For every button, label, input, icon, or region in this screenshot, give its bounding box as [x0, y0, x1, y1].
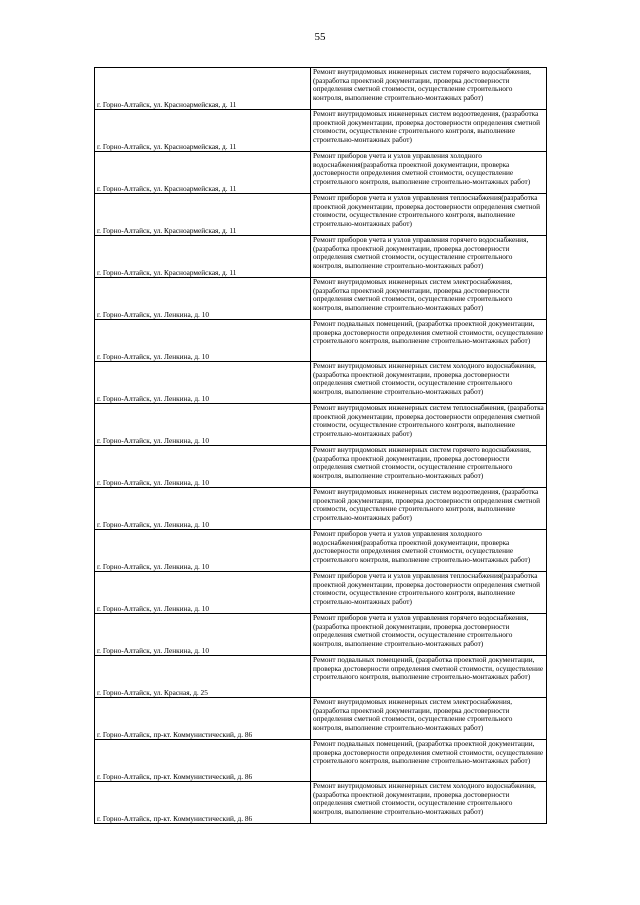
address-cell: г. Горно-Алтайск, ул. Красноармейская, д. 11	[95, 68, 311, 110]
table-row	[95, 782, 547, 824]
address-cell: г. Горно-Алтайск, ул. Красноармейская, д. 11	[95, 194, 311, 236]
address-cell: г. Горно-Алтайск, ул. Ленкина, д. 10	[95, 572, 311, 614]
address-cell: г. Горно-Алтайск, пр-кт. Коммунистический, д. 86	[95, 740, 311, 782]
work-description-cell: Ремонт приборов учета и узлов управления холодного водоснабжения(разработка проектной документации, проверка достоверности определения сметной стоимости, осуществление строительного контроля, выполнение строительно-монтажных работ)	[311, 530, 547, 572]
table-row	[95, 152, 547, 194]
table-row	[95, 194, 547, 236]
table-row	[95, 68, 547, 110]
work-description-cell: Ремонт внутридомовых инженерных систем холодного водоснабжения, (разработка проектной документации, проверка достоверности определения сметной стоимости, осуществление строительного контроля, выполнение строительно-монтажных работ)	[311, 362, 547, 404]
table-row	[95, 740, 547, 782]
work-description-cell: Ремонт внутридомовых инженерных систем водоотведения, (разработка проектной документации, проверка достоверности определения сметной стоимости, осуществление строительного контроля, выполнение строительно-монтажных работ)	[311, 488, 547, 530]
work-description-cell: Ремонт подвальных помещений, (разработка проектной документации, проверка достоверности определения сметной стоимости, осуществление строительного контроля, выполнение строительно-монтажных работ)	[311, 320, 547, 362]
table-row	[95, 656, 547, 698]
address-cell: г. Горно-Алтайск, ул. Ленкина, д. 10	[95, 614, 311, 656]
work-description-cell: Ремонт внутридомовых инженерных систем водоотведения, (разработка проектной документации, проверка достоверности определения сметной стоимости, осуществление строительного контроля, выполнение строительно-монтажных работ)	[311, 110, 547, 152]
table-row	[95, 236, 547, 278]
address-cell: г. Горно-Алтайск, ул. Красноармейская, д. 11	[95, 110, 311, 152]
address-cell: г. Горно-Алтайск, ул. Красноармейская, д. 11	[95, 236, 311, 278]
works-table	[94, 67, 547, 824]
table-row	[95, 320, 547, 362]
table-row	[95, 572, 547, 614]
address-cell: г. Горно-Алтайск, ул. Ленкина, д. 10	[95, 320, 311, 362]
address-cell: г. Горно-Алтайск, ул. Ленкина, д. 10	[95, 488, 311, 530]
table-row	[95, 614, 547, 656]
work-description-cell: Ремонт внутридомовых инженерных систем горячего водоснабжения, (разработка проектной документации, проверка достоверности определения сметной стоимости, осуществление строительного контроля, выполнение строительно-монтажных работ)	[311, 446, 547, 488]
address-cell: г. Горно-Алтайск, пр-кт. Коммунистический, д. 86	[95, 782, 311, 824]
work-description-cell: Ремонт приборов учета и узлов управления теплоснабжения(разработка проектной документации, проверка достоверности определения сметной стоимости, осуществление строительного контроля, выполнение строительно-монтажных работ)	[311, 194, 547, 236]
address-cell: г. Горно-Алтайск, ул. Ленкина, д. 10	[95, 404, 311, 446]
work-description-cell: Ремонт приборов учета и узлов управления теплоснабжения(разработка проектной документации, проверка достоверности определения сметной стоимости, осуществление строительного контроля, выполнение строительно-монтажных работ)	[311, 572, 547, 614]
work-description-cell: Ремонт внутридомовых инженерных систем теплоснабжения, (разработка проектной документации, проверка достоверности определения сметной стоимости, осуществление строительного контроля, выполнение строительно-монтажных работ)	[311, 404, 547, 446]
address-cell: г. Горно-Алтайск, ул. Ленкина, д. 10	[95, 446, 311, 488]
table-row	[95, 488, 547, 530]
work-description-cell: Ремонт внутридомовых инженерных систем электроснабжения, (разработка проектной документации, проверка достоверности определения сметной стоимости, осуществление строительного контроля, выполнение строительно-монтажных работ)	[311, 278, 547, 320]
table-row	[95, 362, 547, 404]
work-description-cell: Ремонт подвальных помещений, (разработка проектной документации, проверка достоверности определения сметной стоимости, осуществление строительного контроля, выполнение строительно-монтажных работ)	[311, 656, 547, 698]
table-row	[95, 278, 547, 320]
work-description-cell: Ремонт внутридомовых инженерных систем электроснабжения, (разработка проектной документации, проверка достоверности определения сметной стоимости, осуществление строительного контроля, выполнение строительно-монтажных работ)	[311, 698, 547, 740]
page-number: 55	[314, 31, 326, 43]
address-cell: г. Горно-Алтайск, ул. Красная, д. 25	[95, 656, 311, 698]
address-cell: г. Горно-Алтайск, ул. Ленкина, д. 10	[95, 362, 311, 404]
work-description-cell: Ремонт внутридомовых инженерных систем холодного водоснабжения, (разработка проектной документации, проверка достоверности определения сметной стоимости, осуществление строительного контроля, выполнение строительно-монтажных работ)	[311, 782, 547, 824]
address-cell: г. Горно-Алтайск, ул. Ленкина, д. 10	[95, 278, 311, 320]
table-row	[95, 698, 547, 740]
address-cell: г. Горно-Алтайск, ул. Ленкина, д. 10	[95, 530, 311, 572]
work-description-cell: Ремонт приборов учета и узлов управления горячего водоснабжения, (разработка проектной документации, проверка достоверности определения сметной стоимости, осуществление строительного контроля, выполнение строительно-монтажных работ)	[311, 236, 547, 278]
work-description-cell: Ремонт подвальных помещений, (разработка проектной документации, проверка достоверности определения сметной стоимости, осуществление строительного контроля, выполнение строительно-монтажных работ)	[311, 740, 547, 782]
table-row	[95, 530, 547, 572]
table-row	[95, 446, 547, 488]
address-cell: г. Горно-Алтайск, ул. Красноармейская, д. 11	[95, 152, 311, 194]
table-row	[95, 404, 547, 446]
address-cell: г. Горно-Алтайск, пр-кт. Коммунистический, д. 86	[95, 698, 311, 740]
table-row	[95, 110, 547, 152]
work-description-cell: Ремонт приборов учета и узлов управления горячего водоснабжения, (разработка проектной документации, проверка достоверности определения сметной стоимости, осуществление строительного контроля, выполнение строительно-монтажных работ)	[311, 614, 547, 656]
work-description-cell: Ремонт внутридомовых инженерных систем горячего водоснабжения, (разработка проектной документации, проверка достоверности определения сметной стоимости, осуществление строительного контроля, выполнение строительно-монтажных работ)	[311, 68, 547, 110]
work-description-cell: Ремонт приборов учета и узлов управления холодного водоснабжения(разработка проектной документации, проверка достоверности определения сметной стоимости, осуществление строительного контроля, выполнение строительно-монтажных работ)	[311, 152, 547, 194]
